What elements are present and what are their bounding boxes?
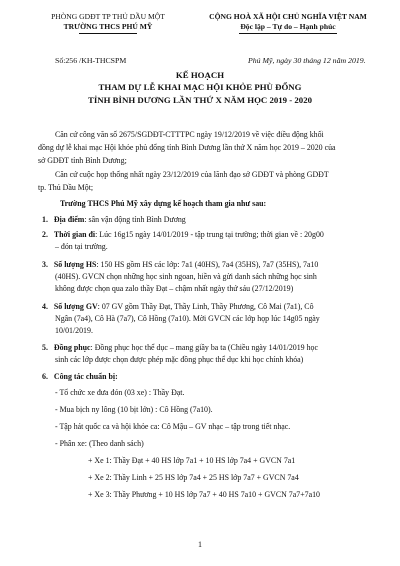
item-3-cont-2: không được chọn qua zalo thầy Đạt – chậm nhất ngày thứ sáu (27/12/2019) <box>55 284 294 293</box>
item-3-value: : 150 HS gồm HS các lớp: 7a1 (40HS), 7a4 (35HS), 7a7 (35HS), 7a10 <box>96 260 319 269</box>
document-number: Số:256 /KH-THCSPM <box>55 56 127 65</box>
item-2 <box>42 230 324 241</box>
title-line-3: TỈNH BÌNH DƯƠNG LẦN THỨ X NĂM HỌC 2019 - 2020 <box>88 95 312 105</box>
item-5-cont: sinh các lớp được chọn được phép mặc đồng phục thể dục khi học chính khóa) <box>55 355 304 364</box>
header-left <box>28 12 188 34</box>
item-4 <box>42 302 314 313</box>
intro-p1-line2: đồng dự lễ khai mạc Hội khỏe phủ đổng tỉnh Bình Dương lần thứ X năm học 2019 – 2020 của <box>38 143 336 152</box>
item-4-value: : 07 GV gồm Thầy Đạt, Thầy Linh, Thầy Phương, Cô Mai (7a1), Cô <box>97 302 314 311</box>
document-date: Phú Mỹ, ngày 30 tháng 12 năm 2019. <box>248 56 366 65</box>
item-4-cont-2: 10/01/2019. <box>55 326 93 335</box>
title-line-2: THAM DỰ LỄ KHAI MẠC HỘI KHỎE PHÙ ĐỔNG <box>98 82 302 92</box>
item-2-value: : Lúc 16g15 ngày 14/01/2019 - tập trung tại trường; thời gian về : 20g00 <box>95 230 324 239</box>
school-underline <box>79 33 137 34</box>
prep-bus: - Tổ chức xe đưa đón (03 xe) : Thầy Đạt. <box>55 388 185 397</box>
motto-underline <box>239 33 337 34</box>
intro-p2-line2: tp. Thủ Dầu Một; <box>38 183 94 192</box>
prep-anthem: - Tập hát quốc ca và hội khỏe ca: Cô Mậu – GV nhạc – tập trong tiết nhạc. <box>55 422 291 431</box>
item-1-number: 1. <box>42 215 48 224</box>
agency-name: PHÒNG GDĐT TP THỦ DẦU MỘT <box>51 12 165 21</box>
page-number: 1 <box>198 540 202 549</box>
item-5-number: 5. <box>42 343 48 352</box>
item-3-number: 3. <box>42 260 48 269</box>
item-6-key: Công tác chuẩn bị: <box>53 372 118 381</box>
school-name: TRƯỜNG THCS PHÚ MỸ <box>63 22 153 31</box>
item-6 <box>42 372 118 383</box>
header-right <box>188 12 388 34</box>
motto: Độc lập – Tự do – Hạnh phúc <box>240 22 336 31</box>
item-4-key: Số lượng GV <box>53 302 98 311</box>
item-1-key: Địa điểm <box>53 215 85 224</box>
item-3-cont-1: (40HS). GVCN chọn những học sinh ngoan, hiền và gửi danh sách những học sinh <box>55 272 317 281</box>
item-3 <box>42 260 318 271</box>
intro-p1-line1: Căn cứ công văn số 2675/SGDĐT-CTTTPC ngày 19/12/2019 về việc điều động khối <box>55 130 324 139</box>
item-3-key: Số lượng HS <box>53 260 97 269</box>
item-1-value: : sân vận động tỉnh Bình Dương <box>84 215 186 224</box>
intro-p3: Trường THCS Phú Mỹ xây dựng kế hoạch tham gia như sau: <box>60 199 267 208</box>
item-4-number: 4. <box>42 302 48 311</box>
item-2-cont: – đón tại trường. <box>55 242 108 251</box>
item-1 <box>42 215 186 226</box>
bus-3: + Xe 3: Thầy Phương + 10 HS lớp 7a7 + 40 HS 7a10 + GVCN 7a7+7a10 <box>88 490 320 499</box>
prep-bags: - Mua bịch ny lông (10 bịt lớn) : Cô Hồng (7a10). <box>55 405 213 414</box>
item-2-number: 2. <box>42 230 48 239</box>
title-line-1: KẾ HOẠCH <box>175 70 225 80</box>
item-4-cont-1: Ngân (7a4), Cô Hà (7a7), Cô Hồng (7a10). Mời GVCN các lớp họp lúc 14g05 ngày <box>55 314 320 323</box>
item-6-number: 6. <box>42 372 48 381</box>
item-2-key: Thời gian đi <box>53 230 96 239</box>
nation-name: CỘNG HOÀ XÃ HỘI CHỦ NGHĨA VIỆT NAM <box>209 12 367 21</box>
bus-1: + Xe 1: Thầy Đạt + 40 HS lớp 7a1 + 10 HS lớp 7a4 + GVCN 7a1 <box>88 456 296 465</box>
bus-2: + Xe 2: Thầy Linh + 25 HS lớp 7a4 + 25 HS lớp 7a7 + GVCN 7a4 <box>88 473 299 482</box>
prep-bus-assignment: - Phân xe: (Theo danh sách) <box>55 439 144 448</box>
item-5-key: Đồng phục <box>53 343 91 352</box>
item-5-value: : Đồng phục học thể dục – mang giầy ba ta (Chiều ngày 14/01/2019 học <box>90 343 318 352</box>
item-5 <box>42 343 318 354</box>
intro-p2-line1: Căn cứ cuộc họp thống nhất ngày 23/12/2019 của lãnh đạo sở GDĐT và phòng GDĐT <box>55 170 329 179</box>
intro-p1-line3: sở GDĐT tỉnh Bình Dương; <box>38 156 127 165</box>
